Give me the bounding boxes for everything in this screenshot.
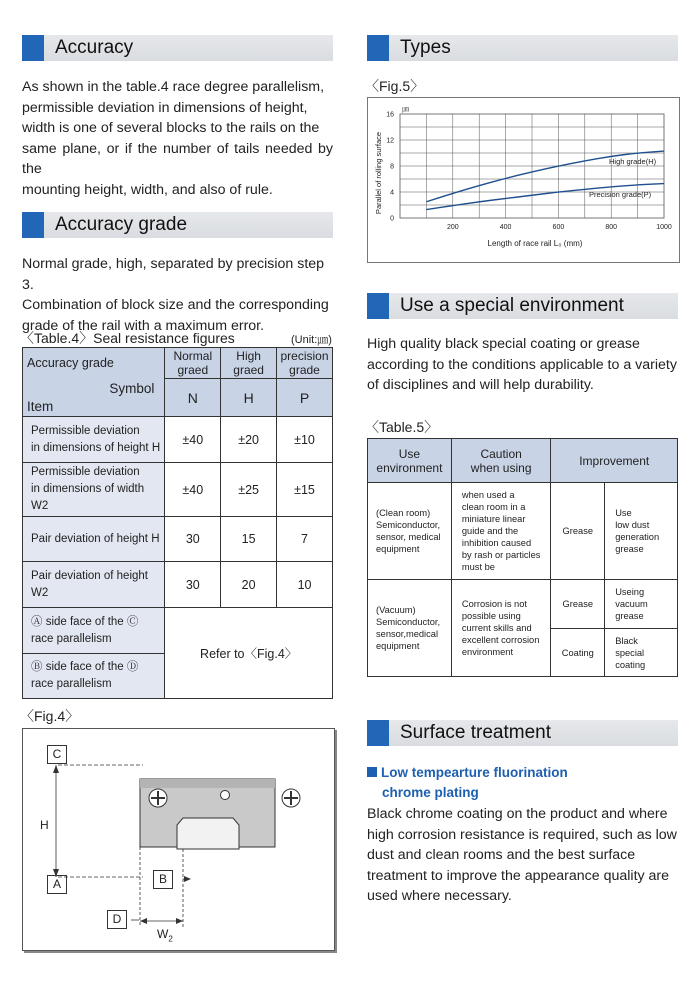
fig5-ytick-label: 0 bbox=[390, 215, 394, 223]
fig5-legend-precision: Precision grade(P) bbox=[589, 190, 652, 199]
fig4-drawing bbox=[23, 729, 334, 950]
table4-cell: ±10 bbox=[277, 417, 333, 463]
special-env-title: Use a special environment bbox=[400, 295, 624, 316]
label-h: H bbox=[40, 818, 49, 832]
special-env-line: according to the conditions applicable to a variety bbox=[367, 356, 677, 373]
b-pointer-arrow bbox=[184, 876, 191, 882]
table4-refer-cell: Refer to〈Fig.4〉 bbox=[165, 608, 333, 699]
surface-line: treatment to improve the appearance quality are bbox=[367, 867, 670, 884]
table5-vacuum-method1: Grease bbox=[551, 580, 605, 629]
fig5-xtick-label: 600 bbox=[552, 224, 565, 231]
table5-clean-result: Use low dust generation grease bbox=[605, 483, 678, 580]
accuracy-line: width is one of several blocks to the rails on the bbox=[22, 120, 320, 137]
fig5-ticks bbox=[386, 112, 672, 232]
special-env-line: of disciplines and will help durability. bbox=[367, 377, 594, 394]
types-title: Types bbox=[400, 37, 451, 58]
accuracy-grade-paragraph bbox=[22, 254, 337, 336]
accuracy-line: mounting height, width, and also of rule. bbox=[22, 181, 273, 198]
table4-header-symbol-item bbox=[23, 379, 165, 417]
table5 bbox=[367, 438, 678, 677]
section-marker-icon bbox=[367, 35, 389, 61]
table4-accuracy-grade-label: Accuracy grade bbox=[27, 356, 114, 371]
table5-clean-env: (Clean room) Semiconductor, sensor, medical equipment bbox=[368, 483, 452, 580]
accuracy-line: permissible deviation in dimensions of height, bbox=[22, 99, 308, 116]
table4-symbol-label: Symbol bbox=[109, 380, 155, 396]
table4-cell: ±40 bbox=[165, 463, 221, 517]
special-env-header bbox=[367, 293, 678, 319]
table4 bbox=[22, 347, 333, 699]
table4-caption: 〈Table.4〉Seal resistance figures bbox=[20, 330, 235, 346]
label-d-box bbox=[107, 910, 127, 929]
table4-row-label: Permissible deviation in dimensions of height H bbox=[23, 417, 165, 463]
surface-title: Surface treatment bbox=[400, 722, 552, 743]
table5-header-env: Use environment bbox=[368, 439, 452, 483]
accuracy-line: As shown in the table.4 race degree parallelism, bbox=[22, 79, 325, 95]
fig5-grid bbox=[400, 114, 664, 218]
table5-vacuum-result2: Black special coating bbox=[605, 629, 678, 677]
table4-header-accuracy-grade bbox=[23, 348, 165, 379]
fig5-frame bbox=[367, 97, 680, 263]
table4-cell: ±25 bbox=[221, 463, 277, 517]
label-b: B bbox=[158, 872, 167, 886]
table4-header-high: High graed bbox=[221, 348, 277, 379]
table5-clean-caution: when used a clean room in a miniature linear guide and the inhibition caused by rash or particles must be bbox=[451, 483, 551, 580]
table5-clean-method: Grease bbox=[551, 483, 605, 580]
surface-line: used where necessary. bbox=[367, 888, 512, 905]
label-a: A bbox=[52, 877, 61, 891]
table4-row-label: Ⓑ side face of the Ⓓ race parallelism bbox=[23, 654, 165, 699]
table4-cell: ±20 bbox=[221, 417, 277, 463]
table5-caption: 〈Table.5〉 bbox=[365, 419, 439, 435]
table5-header-caution: Caution when using bbox=[451, 439, 551, 483]
surface-subtitle-line2: chrome plating bbox=[382, 785, 479, 800]
fig5-ytick-label: 12 bbox=[386, 137, 394, 145]
accuracy-line: same plane, or if the number of tails needed by the bbox=[22, 140, 333, 178]
table4-cell: 7 bbox=[277, 517, 333, 562]
table4-header-normal: Normal graed bbox=[165, 348, 221, 379]
surface-line: Black chrome coating on the product and where bbox=[367, 806, 668, 822]
surface-header bbox=[367, 720, 678, 746]
accuracy-grade-header bbox=[22, 212, 333, 238]
label-w: W bbox=[157, 927, 169, 941]
block-top-strip bbox=[140, 779, 275, 788]
rail-profile bbox=[177, 818, 239, 849]
table4-cell: 30 bbox=[165, 562, 221, 608]
accuracy-grade-line: Combination of block size and the corresponding bbox=[22, 297, 329, 314]
table4-row-label: Permissible deviation in dimensions of width W2 bbox=[23, 463, 165, 517]
table5-vacuum-method2: Coating bbox=[551, 629, 605, 677]
table5-header-improvement: Improvement bbox=[551, 439, 678, 483]
surface-subtitle-line1 bbox=[367, 763, 568, 783]
table4-unit: (Unit:㎛) bbox=[291, 334, 332, 346]
table4-header-precision: precision grade bbox=[277, 348, 333, 379]
fig5-legend-high: High grade(H) bbox=[609, 157, 657, 166]
section-marker-icon bbox=[367, 720, 389, 746]
table4-cell: 30 bbox=[165, 517, 221, 562]
table4-cell: ±40 bbox=[165, 417, 221, 463]
fig5-ytick-label: 8 bbox=[390, 163, 394, 171]
table4-row-label: Ⓐ side face of the Ⓒ race parallelism bbox=[23, 608, 165, 654]
label-c-box bbox=[47, 745, 67, 764]
fig5-caption: 〈Fig.5〉 bbox=[365, 78, 425, 94]
surface-paragraph bbox=[367, 804, 678, 907]
fig5-ytick-label: 16 bbox=[386, 111, 394, 119]
accuracy-title: Accuracy bbox=[55, 37, 134, 58]
label-c: C bbox=[52, 747, 62, 761]
table5-vacuum-caution: Corrosion is not possible using current skills and excellent corrosion environment bbox=[451, 580, 551, 677]
fig5-xtick-label: 200 bbox=[446, 224, 459, 231]
special-env-paragraph bbox=[367, 334, 678, 396]
fig5-unit: ㎛ bbox=[402, 106, 409, 113]
label-w2-sub: 2 bbox=[168, 934, 173, 944]
label-w2 bbox=[157, 927, 173, 943]
table4-symbol-p: P bbox=[277, 379, 333, 417]
table4-row-label: Pair deviation of height H bbox=[23, 517, 165, 562]
accuracy-grade-line: grade of the rail with a maximum error. bbox=[22, 317, 265, 334]
fig5-xtick-label: 1000 bbox=[656, 224, 672, 231]
accuracy-grade-line: Normal grade, high, separated by precision step 3. bbox=[22, 256, 325, 293]
table4-cell: ±15 bbox=[277, 463, 333, 517]
surface-subtitle bbox=[367, 763, 568, 803]
table4-symbol-h: H bbox=[221, 379, 277, 417]
fig4-frame bbox=[22, 728, 335, 951]
section-marker-icon bbox=[22, 35, 44, 61]
surface-line: dust and clean rooms and the best surface bbox=[367, 847, 636, 864]
section-marker-icon bbox=[22, 212, 44, 238]
fig5-xtick-label: 400 bbox=[499, 224, 512, 231]
square-bullet-icon bbox=[367, 767, 377, 777]
surface-line: high corrosion resistance is required, such as low bbox=[367, 826, 677, 843]
label-b-box bbox=[153, 870, 173, 889]
fig5-xtick-label: 800 bbox=[605, 224, 618, 231]
table4-row-label: Pair deviation of height W2 bbox=[23, 562, 165, 608]
table5-vacuum-env: (Vacuum) Semiconductor, sensor,medical equipment bbox=[368, 580, 452, 677]
label-d: D bbox=[112, 912, 122, 926]
fig4-caption: 〈Fig.4〉 bbox=[20, 708, 80, 724]
table5-vacuum-result1: Useing vacuum grease bbox=[605, 580, 678, 629]
fig5-chart bbox=[368, 98, 679, 262]
special-env-line: High quality black special coating or grease bbox=[367, 336, 640, 352]
center-hole-icon bbox=[221, 791, 230, 800]
table4-item-label: Item bbox=[27, 399, 54, 414]
accuracy-header bbox=[22, 35, 333, 61]
surface-subtitle-text1: Low tempearture fluorination bbox=[381, 765, 568, 780]
table4-cell: 15 bbox=[221, 517, 277, 562]
table4-cell: 20 bbox=[221, 562, 277, 608]
table4-cell: 10 bbox=[277, 562, 333, 608]
section-marker-icon bbox=[367, 293, 389, 319]
accuracy-paragraph bbox=[22, 77, 333, 201]
fig5-ytick-label: 4 bbox=[390, 189, 394, 197]
fig5-ylabel: Parallel of rolling surface bbox=[374, 131, 383, 215]
label-a-box bbox=[47, 875, 67, 894]
table4-symbol-n: N bbox=[165, 379, 221, 417]
types-header bbox=[367, 35, 678, 61]
fig5-xlabel: Length of race rail L₀ (mm) bbox=[487, 239, 583, 248]
accuracy-grade-title: Accuracy grade bbox=[55, 214, 188, 235]
